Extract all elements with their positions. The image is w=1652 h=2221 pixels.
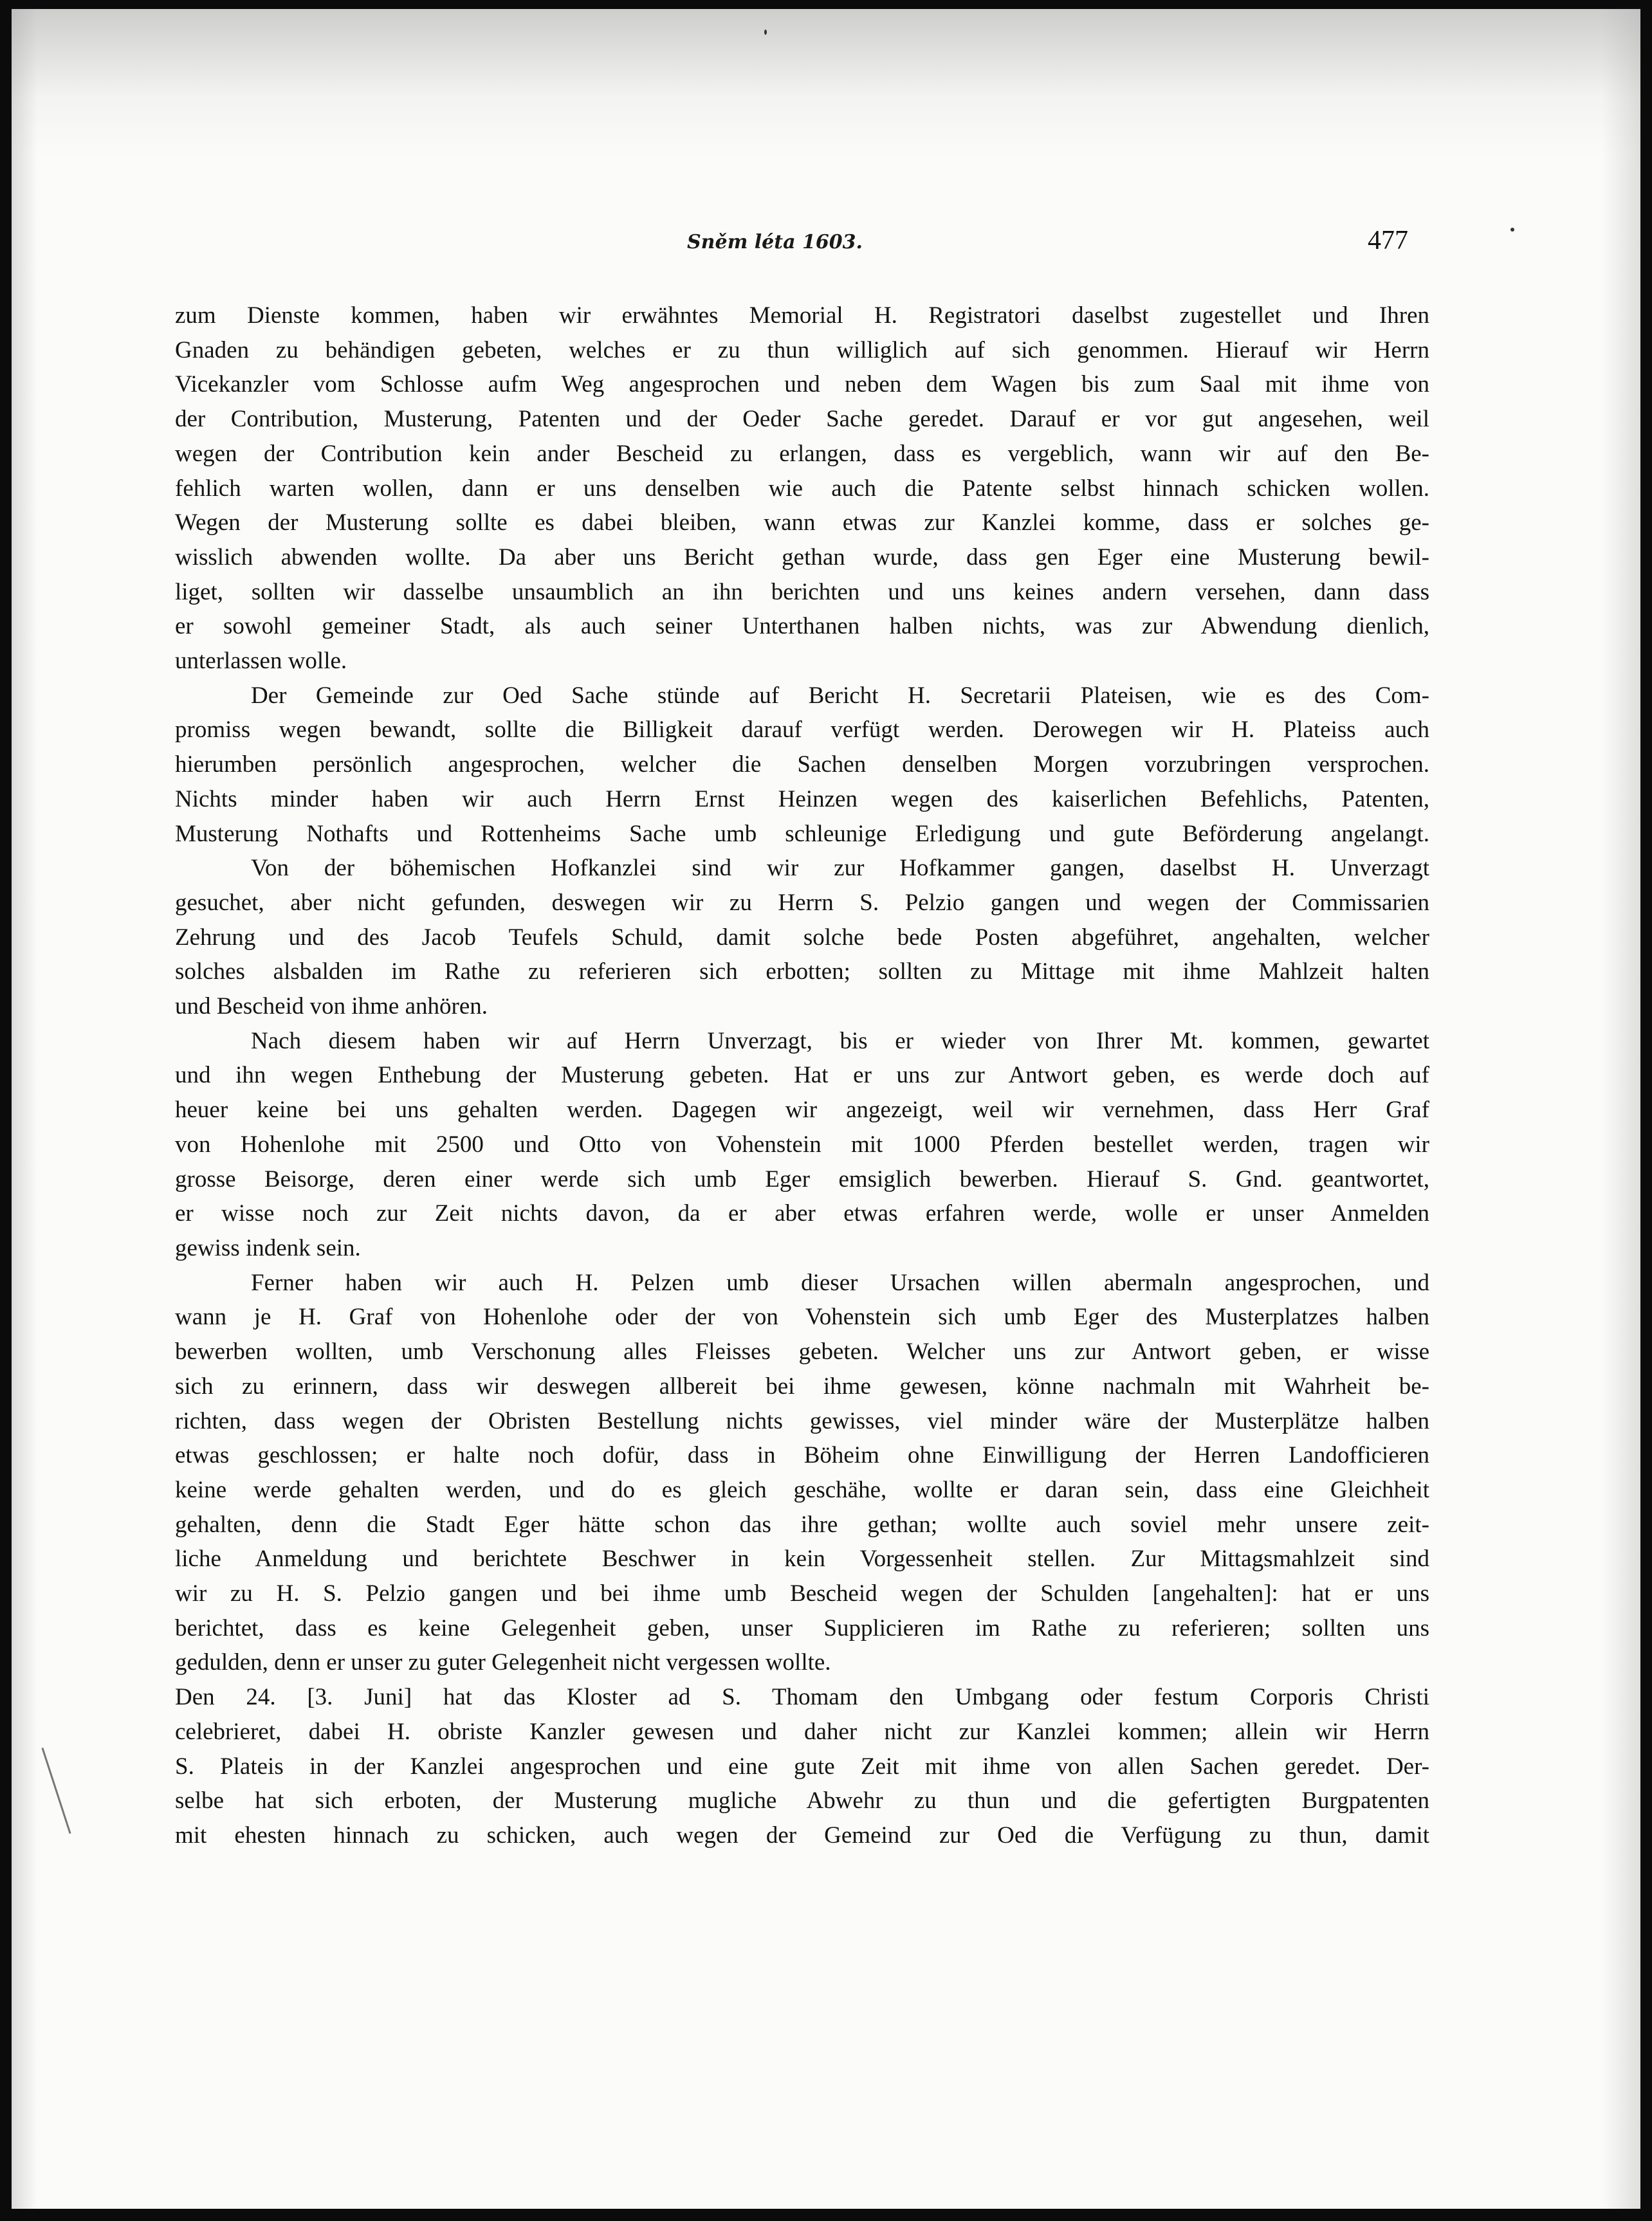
text-line: selbe hat sich erboten, der Musterung mugliche Abwehr zu thun und die gefertigten Burgpatenten [175, 1787, 1429, 1814]
text-line: grosse Beisorge, deren einer werde sich umb Eger emsiglich bewerben. Hierauf S. Gnd. geantwortet, [175, 1165, 1429, 1193]
text-line: er wisse noch zur Zeit nichts davon, da er aber etwas erfahren werde, wolle er unser Anmelden [175, 1200, 1429, 1227]
text-line: Zehrung und des Jacob Teufels Schuld, damit solche bede Posten abgeführet, angehalten, welcher [175, 924, 1429, 951]
text-line: Vicekanzler vom Schlosse aufm Weg angesprochen und neben dem Wagen bis zum Saal mit ihme von [175, 371, 1429, 398]
text-line: er sowohl gemeiner Stadt, als auch seiner Unterthanen halben nichts, was zur Abwendung dienlich, [175, 613, 1429, 640]
page-number: 477 [1368, 226, 1408, 255]
text-line: fehlich warten wollen, dann er uns denselben wie auch die Patente selbst hinnach schicken wollen. [175, 475, 1429, 502]
text-line: richten, dass wegen der Obristen Bestellung nichts gewisses, viel minder wäre der Musterplätze halben [175, 1407, 1429, 1434]
text-line: heuer keine bei uns gehalten werden. Dagegen wir angezeigt, weil wir vernehmen, dass Herr Graf [175, 1097, 1429, 1124]
text-line: wann je H. Graf von Hohenlohe oder der von Vohenstein sich umb Eger des Musterplatzes halben [175, 1304, 1429, 1331]
scan-speck [764, 30, 767, 35]
text-line: der Contribution, Musterung, Patenten und der Oeder Sache geredet. Darauf er vor gut angesehen, weil [175, 406, 1429, 433]
text-line: Von der böhemischen Hofkanzlei sind wir zur Hofkammer gangen, daselbst H. Unverzagt [251, 855, 1429, 882]
scan-shadow-left [12, 9, 37, 2209]
text-line: wir zu H. S. Pelzio gangen und bei ihme umb Bescheid wegen der Schulden [angehalten]: hat er uns [175, 1580, 1429, 1607]
text-line: bewerben wollten, umb Verschonung alles Fleisses gebeten. Welcher uns zur Antwort geben, er wisse [175, 1339, 1429, 1366]
text-line: S. Plateis in der Kanzlei angesprochen und eine gute Zeit mit ihme von allen Sachen geredet. Der- [175, 1753, 1429, 1780]
scan-shadow-top [12, 9, 1640, 157]
text-line: wisslich abwenden wollte. Da aber uns Bericht gethan wurde, dass gen Eger eine Musterung bewil- [175, 544, 1429, 571]
scan-speck [1510, 228, 1514, 232]
text-line: liche Anmeldung und berichtete Beschwer in kein Vorgessenheit stellen. Zur Mittagsmahlzeit sind [175, 1546, 1429, 1573]
text-line: Der Gemeinde zur Oed Sache stünde auf Bericht H. Secretarii Plateisen, wie es des Com- [251, 682, 1429, 709]
running-title: Sněm léta 1603. [687, 231, 863, 253]
text-line: gewiss indenk sein. [175, 1234, 361, 1261]
text-line: solches alsbalden im Rathe zu referieren sich erbotten; sollten zu Mittage mit ihme Mahlzeit halten [175, 958, 1429, 985]
text-line: und Bescheid von ihme anhören. [175, 993, 488, 1020]
body-text [175, 298, 1429, 1853]
text-line: zum Dienste kommen, haben wir erwähntes Memorial H. Registratori daselbst zugestellet und Ihren [175, 302, 1429, 329]
text-line: wegen der Contribution kein ander Bescheid zu erlangen, dass es vergeblich, wann wir auf den Be- [175, 440, 1429, 467]
text-line: hierumben persönlich angesprochen, welcher die Sachen denselben Morgen vorzubringen versprochen. [175, 751, 1429, 778]
text-line: keine werde gehalten werden, und do es gleich geschähe, wollte er daran sein, dass eine Gleichheit [175, 1476, 1429, 1503]
text-line: Wegen der Musterung sollte es dabei bleiben, wann etwas zur Kanzlei komme, dass er solches ge- [175, 509, 1429, 536]
text-line: berichtet, dass es keine Gelegenheit geben, unser Supplicieren im Rathe zu referieren; sollten uns [175, 1614, 1429, 1641]
text-line: von Hohenlohe mit 2500 und Otto von Vohenstein mit 1000 Pferden bestellet werden, tragen wir [175, 1131, 1429, 1158]
text-line: gehalten, denn die Stadt Eger hätte schon das ihre gethan; wollte auch soviel mehr unsere zeit- [175, 1511, 1429, 1538]
margin-mark [41, 1748, 71, 1834]
text-line: gesuchet, aber nicht gefunden, deswegen wir zu Herrn S. Pelzio gangen und wegen der Commissarien [175, 889, 1429, 916]
text-line: Gnaden zu behändigen gebeten, welches er zu thun williglich auf sich genommen. Hierauf wir Herrn [175, 336, 1429, 363]
text-line: etwas geschlossen; er halte noch dofür, dass in Böheim ohne Einwilligung der Herren Landofficieren [175, 1442, 1429, 1469]
text-line: gedulden, denn er unser zu guter Gelegenheit nicht vergessen wollte. [175, 1649, 831, 1676]
scanned-page [12, 9, 1640, 2209]
text-line: Ferner haben wir auch H. Pelzen umb dieser Ursachen willen abermaln angesprochen, und [251, 1269, 1429, 1296]
text-line: sich zu erinnern, dass wir deswegen allbereit bei ihme gewesen, könne nachmaln mit Wahrheit be- [175, 1373, 1429, 1400]
text-line: Nach diesem haben wir auf Herrn Unverzagt, bis er wieder von Ihrer Mt. kommen, gewartet [251, 1027, 1429, 1054]
scan-shadow-right [1602, 9, 1640, 2209]
text-line: promiss wegen bewandt, sollte die Billigkeit darauf verfügt werden. Derowegen wir H. Plateiss auch [175, 717, 1429, 744]
text-line: liget, sollten wir dasselbe unsaumblich an ihn berichten und uns keines andern versehen, dann dass [175, 578, 1429, 605]
text-line: celebrieret, dabei H. obriste Kanzler gewesen und daher nicht zur Kanzlei kommen; allein wir Herrn [175, 1718, 1429, 1745]
text-line: und ihn wegen Enthebung der Musterung gebeten. Hat er uns zur Antwort geben, es werde doch auf [175, 1062, 1429, 1089]
text-line: Nichts minder haben wir auch Herrn Ernst Heinzen wegen des kaiserlichen Befehlichs, Patenten, [175, 785, 1429, 812]
text-line: unterlassen wolle. [175, 648, 347, 675]
text-line: mit ehesten hinnach zu schicken, auch wegen der Gemeind zur Oed die Verfügung zu thun, damit [175, 1822, 1429, 1849]
text-line: Musterung Nothafts und Rottenheims Sache umb schleunige Erledigung und gute Beförderung angelangt. [175, 820, 1429, 847]
text-line: Den 24. [3. Juni] hat das Kloster ad S. Thomam den Umbgang oder festum Corporis Christi [175, 1684, 1429, 1711]
